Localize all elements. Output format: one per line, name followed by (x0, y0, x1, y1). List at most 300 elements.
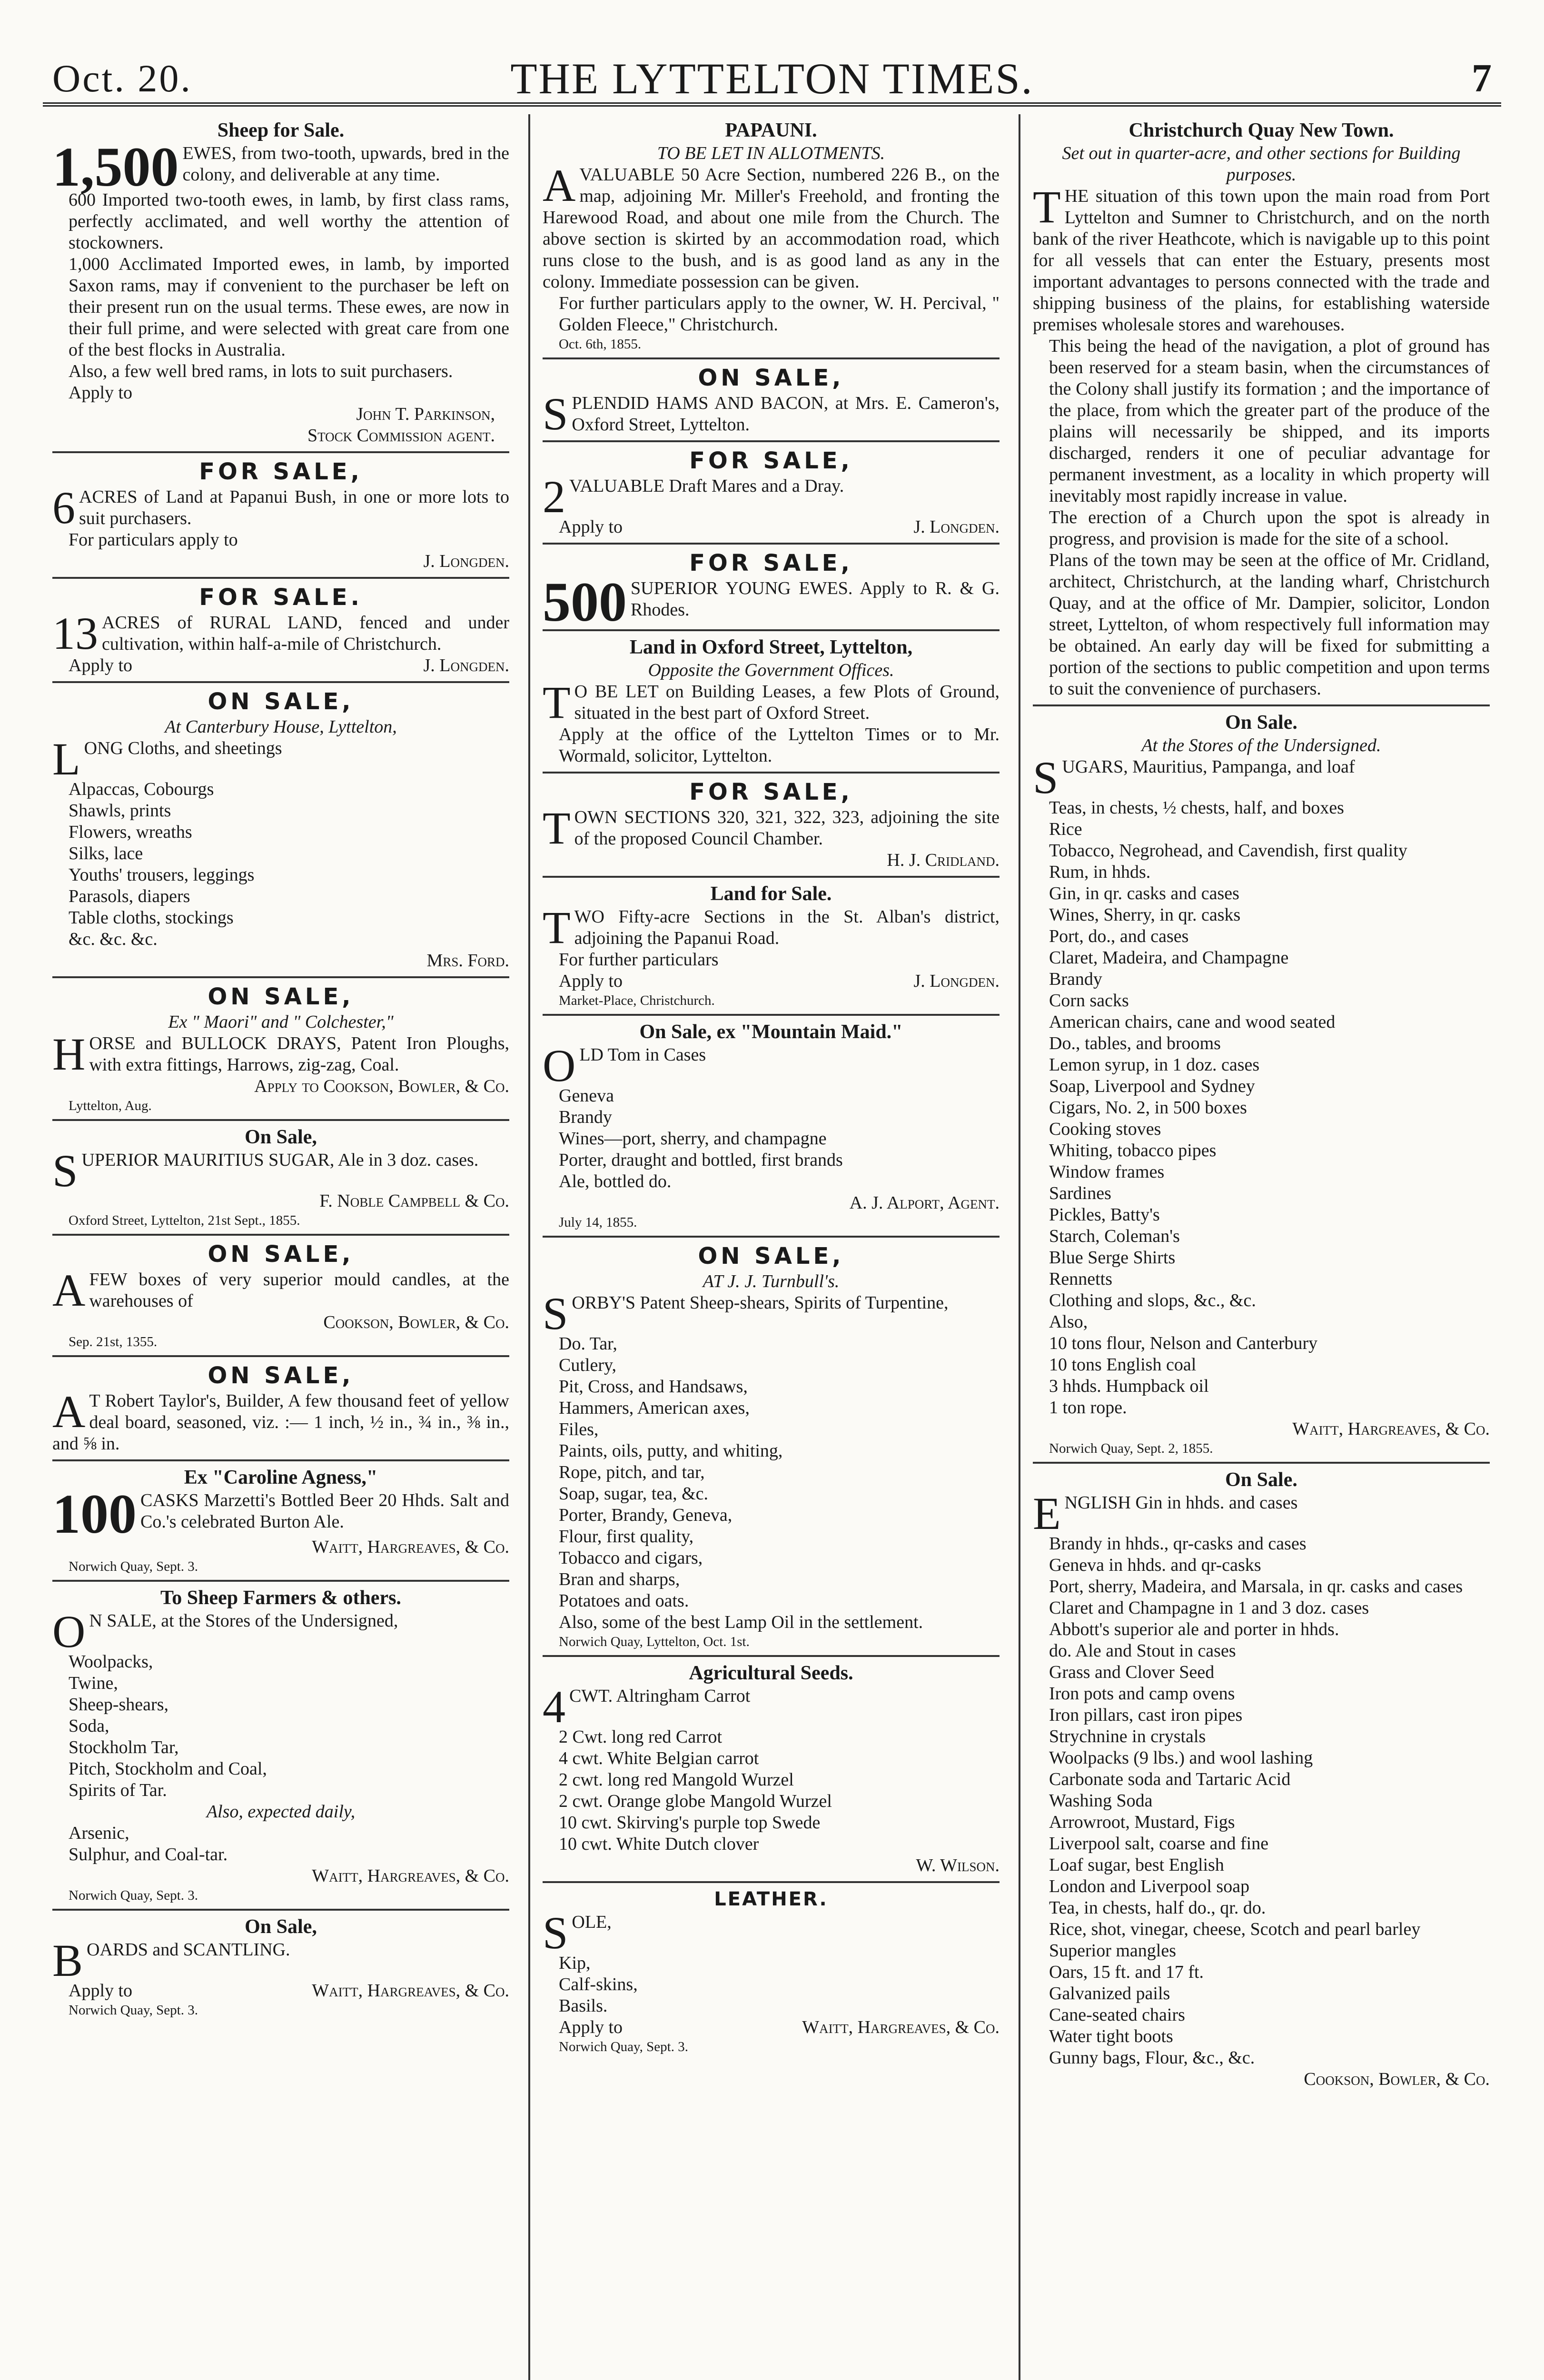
list-item: Washing Soda (1049, 1791, 1153, 1811)
ad-heading: FOR SALE, (199, 458, 363, 485)
ad-body (52, 136, 509, 198)
list-item: Lemon syrup, in 1 doz. cases (1049, 1055, 1260, 1075)
apply-label: Apply to (559, 517, 623, 537)
drop-cap: S (543, 1288, 568, 1339)
list-item: 4 cwt. White Belgian carrot (559, 1748, 759, 1768)
list-item: Hammers, American axes, (559, 1398, 750, 1418)
list-item: Claret and Champagne in 1 and 3 doz. cases (1049, 1598, 1369, 1618)
ad-paragraph: 1,000 Acclimated Imported ewes, in lamb, by imported Saxon rams, may if convenient to the purchaser be left on their present run on the usual terms. These ewes, are now in their full prime, and were selected with great care from one of the best flocks in Australia. (69, 254, 509, 360)
ad-place-date: July 14, 1855. (559, 1215, 637, 1230)
signature-row (1033, 1418, 1490, 1440)
ad-signature: H. J. Cridland. (887, 850, 1000, 870)
ad-lead-text: SUPERIOR YOUNG EWES. Apply to R. & G. Rhodes. (631, 578, 1000, 620)
ad-signature: A. J. Alport, Agent. (849, 1193, 1000, 1213)
ad-body (543, 1907, 1000, 1958)
ad-body (52, 1145, 509, 1196)
ad-body (1033, 752, 1490, 803)
list-item: Brandy (559, 1107, 612, 1127)
advertisement (543, 442, 1000, 545)
ad-heading: Land in Oxford Street, Lyttelton, (629, 636, 913, 658)
advertisement (543, 114, 1000, 359)
ad-body (543, 677, 1000, 728)
ad-heading: Agricultural Seeds. (689, 1662, 853, 1684)
list-item: London and Liverpool soap (1049, 1876, 1250, 1896)
ad-heading: To Sheep Farmers & others. (160, 1587, 401, 1609)
list-item: Whiting, tobacco pipes (1049, 1140, 1217, 1160)
ad-lead-text: OARDS and SCANTLING. (87, 1940, 290, 1960)
list-item: Sardines (1049, 1183, 1111, 1203)
advertisement (52, 1461, 509, 1582)
ad-body (543, 160, 1000, 293)
list-item: Kip, (559, 1953, 591, 1973)
list-item: Flour, first quality, (559, 1527, 694, 1547)
signature-row (543, 1192, 1000, 1214)
list-item: 10 cwt. White Dutch clover (559, 1834, 759, 1854)
ad-body (52, 482, 509, 533)
ad-body (543, 1288, 1000, 1339)
list-item: Cooking stoves (1049, 1119, 1161, 1139)
list-item: Cane-seated chairs (1049, 2005, 1185, 2025)
column-1 (52, 114, 509, 2380)
list-item: Rum, in hhds. (1049, 862, 1151, 882)
ad-lead-text: UPERIOR MAURITIUS SUGAR, Ale in 3 doz. cases. (81, 1150, 479, 1170)
list-item: Iron pillars, cast iron pipes (1049, 1705, 1243, 1725)
list-item: Wines—port, sherry, and champagne (559, 1129, 827, 1149)
list-item: Paints, oils, putty, and whiting, (559, 1441, 783, 1461)
ad-body (543, 902, 1000, 953)
ad-heading: Land for Sale. (710, 883, 832, 905)
list-item: 3 hhds. Humpback oil (1049, 1376, 1209, 1396)
list-item: Porter, draught and bottled, first brands (559, 1150, 843, 1170)
column-3 (1033, 114, 1490, 2380)
drop-cap: S (52, 1145, 78, 1196)
list-item: Wines, Sherry, in qr. casks (1049, 905, 1241, 925)
column-2 (543, 114, 1000, 2380)
ad-lead-text: NGLISH Gin in hhds. and cases (1064, 1493, 1298, 1513)
ad-body (543, 388, 1000, 439)
list-item: Strychnine in crystals (1049, 1726, 1206, 1746)
list-item: Teas, in chests, ½ chests, half, and boxes (1049, 798, 1344, 818)
list-item: Basils. (559, 1996, 608, 2016)
list-item: Sheep-shears, (69, 1695, 168, 1715)
drop-cap: T (543, 902, 571, 953)
list-item: Geneva in hhds. and qr-casks (1049, 1555, 1261, 1575)
ad-paragraph: Apply at the office of the Lyttelton Times or to Mr. Wormald, solicitor, Lyttelton. (559, 724, 1000, 766)
ad-signature: W. Wilson. (916, 1855, 1000, 1875)
list-item: Potatoes and oats. (559, 1591, 689, 1611)
list-item: Stockholm Tar, (69, 1737, 179, 1757)
advertisement (52, 114, 509, 453)
list-item: Brandy (1049, 969, 1102, 989)
ad-heading: On Sale, (245, 1916, 317, 1938)
list-item: 10 tons flour, Nelson and Canterbury (1049, 1333, 1318, 1353)
ad-lead-text: VALUABLE 50 Acre Section, numbered 226 B., on the map, adjoining Mr. Miller's Freehold, and fronting the Harewood Road, and about one mile from the Church. The above section is skirted by an accommodation road, which runs close to the bush, and is as good land as any in the colony. Immediate possession can be given. (543, 165, 1000, 292)
signature-row (1033, 2069, 1490, 2090)
ad-signature: Apply to Cookson, Bowler, & Co. (254, 1076, 509, 1096)
signature-row (52, 1076, 509, 1097)
drop-cap: O (52, 1606, 86, 1657)
advertisement (543, 631, 1000, 774)
ad-signature: Waitt, Hargreaves, & Co. (1292, 1419, 1490, 1439)
ad-body (52, 608, 509, 659)
list-item: Tobacco, Negrohead, and Cavendish, first quality (1049, 841, 1407, 861)
signature-row (52, 950, 509, 972)
advertisement (52, 683, 509, 978)
ad-lead-text: LD Tom in Cases (579, 1045, 706, 1065)
list-item: Oars, 15 ft. and 17 ft. (1049, 1962, 1204, 1982)
ad-body (52, 734, 509, 784)
ad-heading: FOR SALE, (689, 447, 853, 474)
list-item: Port, do., and cases (1049, 926, 1189, 946)
list-item: Shawls, prints (69, 801, 171, 821)
ad-signature: J. Longden. (423, 551, 509, 571)
ad-signature: Cookson, Bowler, & Co. (1304, 2069, 1490, 2089)
list-item: Spirits of Tar. (69, 1780, 167, 1800)
ad-signature: Waitt, Hargreaves, & Co. (312, 1866, 509, 1886)
ad-lead-text: OWN SECTIONS 320, 321, 322, 323, adjoining the site of the proposed Council Chamber. (574, 807, 1000, 849)
signature-row (543, 2017, 1000, 2038)
ad-body (543, 571, 1000, 633)
ad-paragraph: 600 Imported two-tooth ewes, in lamb, by first class rams, perfectly acclimated, and well worthy the attention of stockowners. (69, 190, 509, 253)
ad-body (543, 803, 1000, 853)
ad-lead-text: N SALE, at the Stores of the Undersigned, (89, 1611, 398, 1631)
list-item: 2 cwt. Orange globe Mangold Wurzel (559, 1791, 832, 1811)
ad-subheading: Set out in quarter-acre, and other sections for Building purposes. (1062, 143, 1461, 185)
ad-heading: Sheep for Sale. (217, 119, 345, 141)
ad-heading: LEATHER. (714, 1888, 828, 1910)
apply-label: Apply to (69, 655, 133, 675)
signature-row (543, 971, 1000, 992)
ad-heading: Ex "Caroline Agness," (184, 1467, 378, 1488)
list-item: Gin, in qr. casks and cases (1049, 883, 1239, 903)
drop-cap: B (52, 1935, 83, 1986)
list-item: 1 ton rope. (1049, 1398, 1127, 1418)
advertisement (543, 1238, 1000, 1657)
list-item: Abbott's superior ale and porter in hhds. (1049, 1619, 1339, 1639)
list-item: Cutlery, (559, 1355, 617, 1375)
list-item: Carbonate soda and Tartaric Acid (1049, 1769, 1291, 1789)
ad-heading: PAPAUNI. (725, 119, 817, 141)
advertisement (1033, 114, 1490, 706)
list-item: Porter, Brandy, Geneva, (559, 1505, 732, 1525)
list-item: Youths' trousers, leggings (69, 865, 255, 885)
ad-heading: On Sale. (1225, 712, 1297, 734)
ad-lead-text: HE situation of this town upon the main road from Port Lyttelton and Sumner to Christchurch, and on the north bank of the river Heathcote, which is navigable up to this point for all vessels that can enter the Estuary, presents most important advantages to persons connected with the trade and shipping business of the plains, for establishing waterside premises wholesale stores and warehouses. (1033, 186, 1490, 335)
list-item: Arsenic, (69, 1823, 129, 1843)
ad-heading: ON SALE, (208, 1241, 354, 1268)
list-item: Silks, lace (69, 843, 143, 863)
drop-cap: S (543, 1907, 568, 1958)
signature-row (52, 1865, 509, 1887)
ad-place-date: Norwich Quay, Sept. 3. (69, 2003, 198, 2018)
newspaper-title: THE LYTTELTON TIMES. (510, 54, 1034, 103)
page-number: 7 (1472, 56, 1492, 100)
list-item: Blue Serge Shirts (1049, 1248, 1176, 1268)
drop-cap: 500 (543, 571, 627, 633)
ad-body (52, 1265, 509, 1316)
ad-subheading: Opposite the Government Offices. (648, 660, 894, 680)
ad-signature: Waitt, Hargreaves, & Co. (802, 2017, 1000, 2037)
advertisement (52, 1357, 509, 1461)
list-item: Pitch, Stockholm and Coal, (69, 1759, 267, 1779)
ad-lead-text: ORSE and BULLOCK DRAYS, Patent Iron Ploughs, with extra fittings, Harrows, zig-zag, Coal. (89, 1033, 509, 1075)
ad-subheading: Ex " Maori" and " Colchester," (168, 1012, 394, 1032)
list-item: 10 tons English coal (1049, 1355, 1197, 1375)
list-item: Water tight boots (1049, 2026, 1173, 2046)
drop-cap: A (52, 1265, 86, 1316)
list-item: 10 cwt. Skirving's purple top Swede (559, 1813, 821, 1833)
drop-cap: H (52, 1029, 86, 1080)
ad-heading: Christchurch Quay New Town. (1128, 119, 1394, 141)
list-item: do. Ale and Stout in cases (1049, 1641, 1236, 1661)
list-item: 2 cwt. long red Mangold Wurzel (559, 1770, 794, 1790)
list-item: Bran and sharps, (559, 1569, 680, 1589)
ad-place-date: Lyttelton, Aug. (69, 1098, 152, 1113)
drop-cap: L (52, 734, 80, 784)
advertisement (52, 1582, 509, 1911)
ad-signature: Mrs. Ford. (426, 951, 509, 971)
ad-body (543, 471, 1000, 522)
ad-heading: FOR SALE, (689, 779, 853, 805)
ad-heading: ON SALE, (208, 1362, 354, 1389)
ad-line: For further particulars (559, 950, 719, 970)
list-item: &c. &c. &c. (69, 929, 158, 949)
apply-label: Apply to (559, 2017, 623, 2037)
ad-body (1033, 1488, 1490, 1539)
ad-lead-text: ACRES of RURAL LAND, fenced and under cultivation, within half-a-mile of Christchurch. (102, 613, 509, 654)
apply-label: Apply to (559, 971, 623, 991)
list-item: Rice (1049, 819, 1082, 839)
drop-cap: A (543, 160, 576, 211)
apply-label: Apply to (69, 383, 133, 403)
ad-note: Also, expected daily, (206, 1802, 356, 1822)
drop-cap: 6 (52, 482, 75, 533)
signature-row (52, 1312, 509, 1333)
ad-body (52, 1029, 509, 1080)
ad-line: For particulars apply to (69, 530, 238, 550)
list-item: Port, sherry, Madeira, and Marsala, in qr. casks and cases (1049, 1577, 1463, 1597)
list-item: Cigars, No. 2, in 500 boxes (1049, 1098, 1247, 1118)
ad-heading: ON SALE, (698, 1243, 844, 1269)
ad-lead-text: ACRES of Land at Papanui Bush, in one or more lots to suit purchasers. (79, 487, 509, 528)
advertisement (543, 1883, 1000, 2060)
ad-paragraph: For further particulars apply to the owner, W. H. Percival, " Golden Fleece," Christchurch. (559, 293, 1000, 335)
signature-row (52, 1190, 509, 1212)
list-item: Soda, (69, 1716, 109, 1736)
list-item: Window frames (1049, 1162, 1165, 1182)
list-item: Woolpacks (9 lbs.) and wool lashing (1049, 1748, 1313, 1768)
issue-date: Oct. 20. (52, 57, 192, 100)
list-item: Arrowroot, Mustard, Figs (1049, 1812, 1235, 1832)
list-item: Liverpool salt, coarse and fine (1049, 1834, 1269, 1854)
ad-lead-text: VALUABLE Draft Mares and a Dray. (569, 476, 844, 496)
ad-lead-text: CWT. Altringham Carrot (569, 1686, 751, 1706)
list-item: Starch, Coleman's (1049, 1226, 1180, 1246)
ad-heading: ON SALE, (698, 365, 844, 391)
drop-cap: 13 (52, 608, 98, 659)
ad-heading: FOR SALE, (689, 550, 853, 576)
list-item: Files, (559, 1419, 599, 1439)
ad-heading: On Sale. (1225, 1469, 1297, 1491)
ad-signature: J. Longden. (913, 971, 1000, 991)
ad-paragraph: This being the head of the navigation, a plot of ground has been reserved for a steam basin, when the circumstances of the Colony shall justify its formation ; and the importance of the place, from which the greater part of the produce of the plains will necessarily be shipped, and its imports discharged, renders it one of peculiar advantage for permanent investment, as a locality in which property will inevitably most rapidly increase in value. (1049, 336, 1490, 506)
ad-heading: FOR SALE. (199, 584, 363, 611)
ad-place-date: Norwich Quay, Sept. 3. (69, 1559, 198, 1574)
list-item: Corn sacks (1049, 991, 1129, 1011)
advertisement (52, 579, 509, 683)
ad-lead-text: ORBY'S Patent Sheep-shears, Spirits of Turpentine, (572, 1293, 949, 1313)
list-item: Woolpacks, (69, 1652, 153, 1672)
ad-body (52, 1483, 509, 1545)
ad-lead-text: T Robert Taylor's, Builder, A few thousand feet of yellow deal board, seasoned, viz. :— 1 inch, ½ in., ¾ in., ⅜ in., and ⅝ in. (52, 1391, 509, 1454)
ad-signature: Cookson, Bowler, & Co. (323, 1312, 509, 1332)
list-item: Twine, (69, 1673, 118, 1693)
list-item: Soap, sugar, tea, &c. (559, 1484, 709, 1504)
ad-lead-text: OLE, (572, 1912, 612, 1932)
ad-place-date: Norwich Quay, Lyttelton, Oct. 1st. (559, 1634, 750, 1649)
advertisement (543, 359, 1000, 442)
ad-body (1033, 181, 1490, 336)
list-item: Galvanized pails (1049, 1983, 1170, 2003)
ad-lead-text: WO Fifty-acre Sections in the St. Alban's district, adjoining the Papanui Road. (574, 907, 1000, 948)
list-item: Ale, bottled do. (559, 1171, 672, 1191)
drop-cap: T (543, 677, 571, 728)
drop-cap: A (52, 1386, 86, 1437)
ad-heading: ON SALE, (208, 688, 354, 715)
signature-row (52, 1980, 509, 2002)
advertisement (543, 545, 1000, 631)
list-item: Clothing and slops, &c., &c. (1049, 1290, 1256, 1310)
advertisement (1033, 1464, 1490, 2095)
drop-cap: S (1033, 752, 1059, 803)
advertisement (52, 978, 509, 1121)
ad-signature: J. Longden. (913, 517, 1000, 537)
ad-paragraph: Also, a few well bred rams, in lots to suit purchasers. (69, 361, 453, 381)
drop-cap: 2 (543, 471, 565, 522)
signature-row (52, 655, 509, 676)
list-item: Iron pots and camp ovens (1049, 1684, 1235, 1704)
list-item: Soap, Liverpool and Sydney (1049, 1076, 1255, 1096)
list-item: Flowers, wreaths (69, 822, 192, 842)
ad-place-date: Market-Place, Christchurch. (559, 993, 715, 1008)
list-item: Claret, Madeira, and Champagne (1049, 948, 1289, 968)
ad-body (52, 1386, 509, 1455)
list-item: Grass and Clover Seed (1049, 1662, 1215, 1682)
drop-cap: T (543, 803, 571, 853)
list-item: Rope, pitch, and tar, (559, 1462, 705, 1482)
advertisement (52, 1236, 509, 1357)
ad-lead-text: CASKS Marzetti's Bottled Beer 20 Hhds. Salt and Co.'s celebrated Burton Ale. (140, 1490, 509, 1532)
list-item: Loaf sugar, best English (1049, 1855, 1224, 1875)
signature-row (543, 850, 1000, 871)
ad-subheading: TO BE LET IN ALLOTMENTS. (657, 143, 885, 163)
header-rule (43, 102, 1501, 107)
ad-heading: On Sale, ex "Mountain Maid." (639, 1021, 903, 1043)
advertisement (543, 774, 1000, 878)
list-item: Tea, in chests, half do., qr. do. (1049, 1898, 1266, 1918)
ad-paragraph: The erection of a Church upon the spot is already in progress, and provision is made for the site of a school. (1049, 507, 1490, 549)
ad-signature: Stock Commission agent. (307, 426, 495, 446)
list-item: Brandy in hhds., qr-casks and cases (1049, 1534, 1306, 1554)
ad-place-date: Norwich Quay, Sept. 3. (559, 2039, 688, 2054)
ad-lead-text: O BE LET on Building Leases, a few Plots of Ground, situated in the best part of Oxford Street. (574, 682, 1000, 723)
ad-subheading: AT J. J. Turnbull's. (703, 1271, 840, 1291)
list-item: Do. Tar, (559, 1334, 617, 1354)
ad-subheading: At Canterbury House, Lyttelton, (165, 717, 397, 737)
advertisement (1033, 706, 1490, 1464)
masthead (43, 51, 1501, 104)
ad-place-date: Norwich Quay, Sept. 2, 1855. (1049, 1441, 1213, 1456)
list-item: Geneva (559, 1086, 614, 1106)
list-item: Pickles, Batty's (1049, 1205, 1160, 1225)
list-item: Superior mangles (1049, 1941, 1177, 1961)
advertisement (543, 1016, 1000, 1238)
signature-row (543, 516, 1000, 538)
list-item: Table cloths, stockings (69, 908, 234, 928)
ad-place-date: Oxford Street, Lyttelton, 21st Sept., 1855. (69, 1213, 300, 1228)
list-item: Also, some of the best Lamp Oil in the settlement. (559, 1612, 923, 1632)
list-item: Gunny bags, Flour, &c., &c. (1049, 2048, 1255, 2068)
list-item: Calf-skins, (559, 1974, 638, 1994)
ad-body (543, 1681, 1000, 1732)
advertisement (52, 453, 509, 579)
ad-signature: J. Longden. (423, 655, 509, 675)
list-item: 2 Cwt. long red Carrot (559, 1727, 723, 1747)
advertisement (52, 1911, 509, 2023)
ad-body (52, 1606, 509, 1657)
apply-label: Apply to (69, 1981, 133, 2001)
ad-lead-text: EWES, from two-tooth, upwards, bred in the colony, and deliverable at any time. (182, 143, 509, 185)
ad-lead-text: UGARS, Mauritius, Pampanga, and loaf (1062, 757, 1355, 777)
ad-signature: F. Noble Campbell & Co. (319, 1191, 509, 1211)
signature-row (52, 382, 509, 404)
list-item: Sulphur, and Coal-tar. (69, 1844, 228, 1864)
ad-signature: Waitt, Hargreaves, & Co. (312, 1981, 509, 2001)
ad-place-date: Sep. 21st, 1355. (69, 1334, 158, 1349)
ad-place-date: Oct. 6th, 1855. (559, 337, 642, 352)
drop-cap: T (1033, 181, 1061, 232)
drop-cap: 100 (52, 1483, 137, 1545)
ad-heading: On Sale, (245, 1126, 317, 1148)
advertisement (52, 1121, 509, 1236)
ad-heading: ON SALE, (208, 983, 354, 1010)
ad-lead-text: PLENDID HAMS AND BACON, at Mrs. E. Cameron's, Oxford Street, Lyttelton. (572, 393, 1000, 435)
ad-body (52, 1935, 509, 1986)
list-item: Pit, Cross, and Handsaws, (559, 1377, 748, 1397)
column-divider (528, 114, 530, 2380)
column-divider (1019, 114, 1020, 2380)
list-item: Also, (1049, 1312, 1088, 1332)
signature-row (52, 551, 509, 572)
list-item: Rennetts (1049, 1269, 1112, 1289)
drop-cap: 4 (543, 1681, 565, 1732)
ad-signature: Waitt, Hargreaves, & Co. (312, 1537, 509, 1557)
list-item: American chairs, cane and wood seated (1049, 1012, 1336, 1032)
signature-row (543, 1855, 1000, 1876)
drop-cap: 1,500 (52, 136, 179, 198)
ad-place-date: Norwich Quay, Sept. 3. (69, 1888, 198, 1903)
drop-cap: O (543, 1040, 576, 1091)
advertisement (543, 1657, 1000, 1883)
list-item: Tobacco and cigars, (559, 1548, 703, 1568)
ad-subheading: At the Stores of the Undersigned. (1141, 735, 1381, 755)
ad-paragraph: Plans of the town may be seen at the office of Mr. Cridland, architect, Christchurch, at the landing wharf, Christchurch Quay, and at the office of Mr. Dampier, solicitor, London street, Lyttelton, of whom respectively full information may be obtained. An early day will be fixed for submitting a portion of the sections to public competition and upon terms to suit the convenience of purchasers. (1049, 550, 1490, 699)
list-item: Rice, shot, vinegar, cheese, Scotch and pearl barley (1049, 1919, 1421, 1939)
advertisement (543, 878, 1000, 1016)
drop-cap: S (543, 388, 568, 439)
ad-lead-text: FEW boxes of very superior mould candles, at the warehouses of (89, 1269, 509, 1311)
list-item: Parasols, diapers (69, 886, 190, 906)
